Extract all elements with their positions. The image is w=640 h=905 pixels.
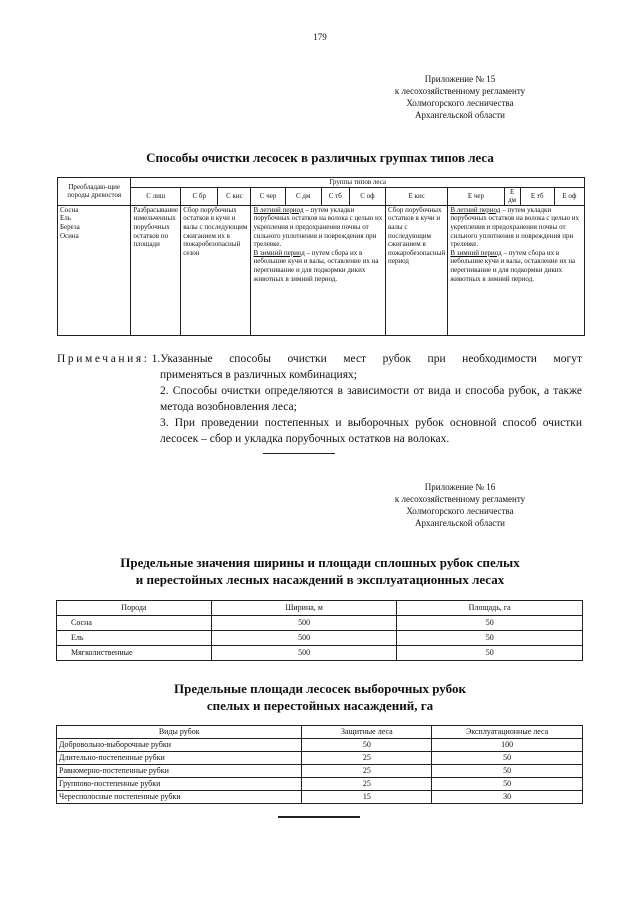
forest-type-cell: С тб xyxy=(321,187,349,205)
forest-type-cell: Е тб xyxy=(520,187,554,205)
cut-type-cell: Чересполосные постепенные рубки xyxy=(57,791,302,804)
title-line: и перестойных лесных насаждений в эксплуатационных лесах xyxy=(135,572,505,587)
exploitation-cell: 50 xyxy=(432,778,583,791)
summer-text: – путем укладки порубочных остатков на волока с целью их укрепления и предохранения почвы от сильного уплотнения и повреждения при трелевке. xyxy=(450,205,580,249)
forest-type-cell: С кис xyxy=(218,187,251,205)
cut-type-cell: Равномерно-постепенные рубки xyxy=(57,765,302,778)
methods-row xyxy=(58,205,585,335)
section-divider xyxy=(263,453,335,454)
appendix-line: Приложение № 15 xyxy=(424,74,496,84)
notes-block xyxy=(57,351,582,447)
table-row xyxy=(57,765,583,778)
appendix-15-header xyxy=(360,73,560,121)
appendix-line: Приложение № 16 xyxy=(424,482,496,492)
column-header: Защитные леса xyxy=(302,726,432,739)
summer-label: В летний период xyxy=(253,205,304,214)
protective-cell: 25 xyxy=(302,778,432,791)
column-header: Площадь, га xyxy=(397,601,583,616)
appendix-line: к лесохозяйственному регламенту xyxy=(394,86,526,96)
title-line: Предельные значения ширины и площади сплошных рубок спелых xyxy=(120,555,520,570)
table-row xyxy=(57,631,583,646)
area-cell: 50 xyxy=(397,646,583,661)
column-header: Виды рубок xyxy=(57,726,302,739)
species-list xyxy=(58,205,131,335)
cut-type-cell: Добровольно-выборочные рубки xyxy=(57,739,302,752)
forest-type-cell: С оф xyxy=(349,187,385,205)
method-burn-cell-spruce: Сбор порубочных остатков в кучи и валы с последующим сжиганием в пожаробезопасный период xyxy=(386,205,448,335)
appendix-line: Архангельской области xyxy=(415,518,505,528)
selective-cut-limits-title xyxy=(0,680,640,714)
appendix-line: Холмогорского лесничества xyxy=(406,98,514,108)
winter-text: – путем сбора их в небольшие кучи и валы, оставление их на перегнивание и для подкормки диких животных в зимний период. xyxy=(253,248,379,283)
summer-label: В летний период xyxy=(450,205,501,214)
page-number: 179 xyxy=(313,32,327,42)
cut-type-cell: Группово-постепенные рубки xyxy=(57,778,302,791)
note-1-first-line: 1.Указанные способы очистки мест рубок при необходимости могут xyxy=(151,353,582,365)
forest-type-cell: С лиш xyxy=(131,187,181,205)
forest-type-cell: С дм xyxy=(285,187,321,205)
appendix-line: Холмогорского лесничества xyxy=(406,506,514,516)
forest-type-cell: С бр xyxy=(181,187,218,205)
exploitation-cell: 100 xyxy=(432,739,583,752)
species-column-header: Преобладаю-щие породы древостоя xyxy=(58,178,131,206)
clearcut-limits-table xyxy=(56,600,583,661)
species-cell: Сосна xyxy=(57,616,212,631)
method-seasonal-cell-spruce xyxy=(448,205,585,335)
forest-types-row xyxy=(58,187,585,205)
protective-cell: 25 xyxy=(302,752,432,765)
winter-text: – путем сбора их в небольшие кучи и валы, оставление их на перегнивание и для подкормки диких животных в зимний период. xyxy=(450,248,576,283)
winter-label: В зимний период xyxy=(450,248,502,257)
table-row xyxy=(57,739,583,752)
note-2: 2. Способы очистки определяются в зависимости от вида и способа рубок, а также метода возобновления леса; xyxy=(160,385,582,413)
table-header-row xyxy=(57,726,583,739)
species-item: Сосна xyxy=(60,205,79,214)
method-seasonal-cell-pine xyxy=(251,205,386,335)
note-1-rest: применяться в различных комбинациях; xyxy=(160,369,357,381)
table-row xyxy=(57,791,583,804)
title-line: Предельные площади лесосек выборочных рубок xyxy=(174,681,466,696)
table-row xyxy=(57,646,583,661)
forest-type-cell: Е оф xyxy=(554,187,584,205)
width-cell: 500 xyxy=(211,616,397,631)
cut-type-cell: Длительно-постепенные рубки xyxy=(57,752,302,765)
appendix-line: к лесохозяйственному регламенту xyxy=(394,494,526,504)
exploitation-cell: 50 xyxy=(432,752,583,765)
table-row xyxy=(57,778,583,791)
cleaning-methods-title: Способы очистки лесосек в различных группах типов леса xyxy=(146,150,494,165)
species-item: Осина xyxy=(60,231,79,240)
forest-type-cell: Е кис xyxy=(386,187,448,205)
table-row xyxy=(57,752,583,765)
note-3: 3. При проведении постепенных и выборочных рубок основной способ очистки лесосек – сбор и укладка порубочных остатков на волоках. xyxy=(160,417,582,445)
protective-cell: 15 xyxy=(302,791,432,804)
species-cell: Мягколиственные xyxy=(57,646,212,661)
species-item: Береза xyxy=(60,222,80,231)
appendix-line: Архангельской области xyxy=(415,110,505,120)
width-cell: 500 xyxy=(211,631,397,646)
method-burn-cell: Сбор порубочных остатков в кучи и валы с последующим сжиганием их в пожаробезопасный сезон xyxy=(181,205,251,335)
end-divider xyxy=(278,816,360,818)
title-line: спелых и перестойных насаждений, га xyxy=(206,698,434,713)
summer-text: – путем укладки порубочных остатков на волока с целью их укрепления и предохранения почвы от сильного уплотнения и повреждения при трелевке. xyxy=(253,205,383,249)
forest-type-cell: С чер xyxy=(251,187,285,205)
exploitation-cell: 50 xyxy=(432,765,583,778)
protective-cell: 25 xyxy=(302,765,432,778)
protective-cell: 50 xyxy=(302,739,432,752)
species-cell: Ель xyxy=(57,631,212,646)
appendix-16-header xyxy=(360,481,560,529)
selective-cut-limits-table xyxy=(56,725,583,804)
forest-type-cell: Е дм xyxy=(504,187,520,205)
forest-type-cell: Е чер xyxy=(448,187,504,205)
column-header: Порода xyxy=(57,601,212,616)
winter-label: В зимний период xyxy=(253,248,305,257)
cleaning-methods-table xyxy=(57,177,585,336)
table-row xyxy=(57,616,583,631)
area-cell: 50 xyxy=(397,616,583,631)
method-scatter-cell: Разбрасывание измельченных порубочных остатков по площади xyxy=(131,205,181,335)
clearcut-limits-title xyxy=(0,554,640,588)
species-item: Ель xyxy=(60,214,71,223)
notes-label: Примечания: xyxy=(57,353,150,365)
forest-type-groups-header: Группы типов леса xyxy=(131,178,585,188)
exploitation-cell: 30 xyxy=(432,791,583,804)
width-cell: 500 xyxy=(211,646,397,661)
area-cell: 50 xyxy=(397,631,583,646)
column-header: Эксплуатационные леса xyxy=(432,726,583,739)
column-header: Ширина, м xyxy=(211,601,397,616)
table-header-row xyxy=(57,601,583,616)
